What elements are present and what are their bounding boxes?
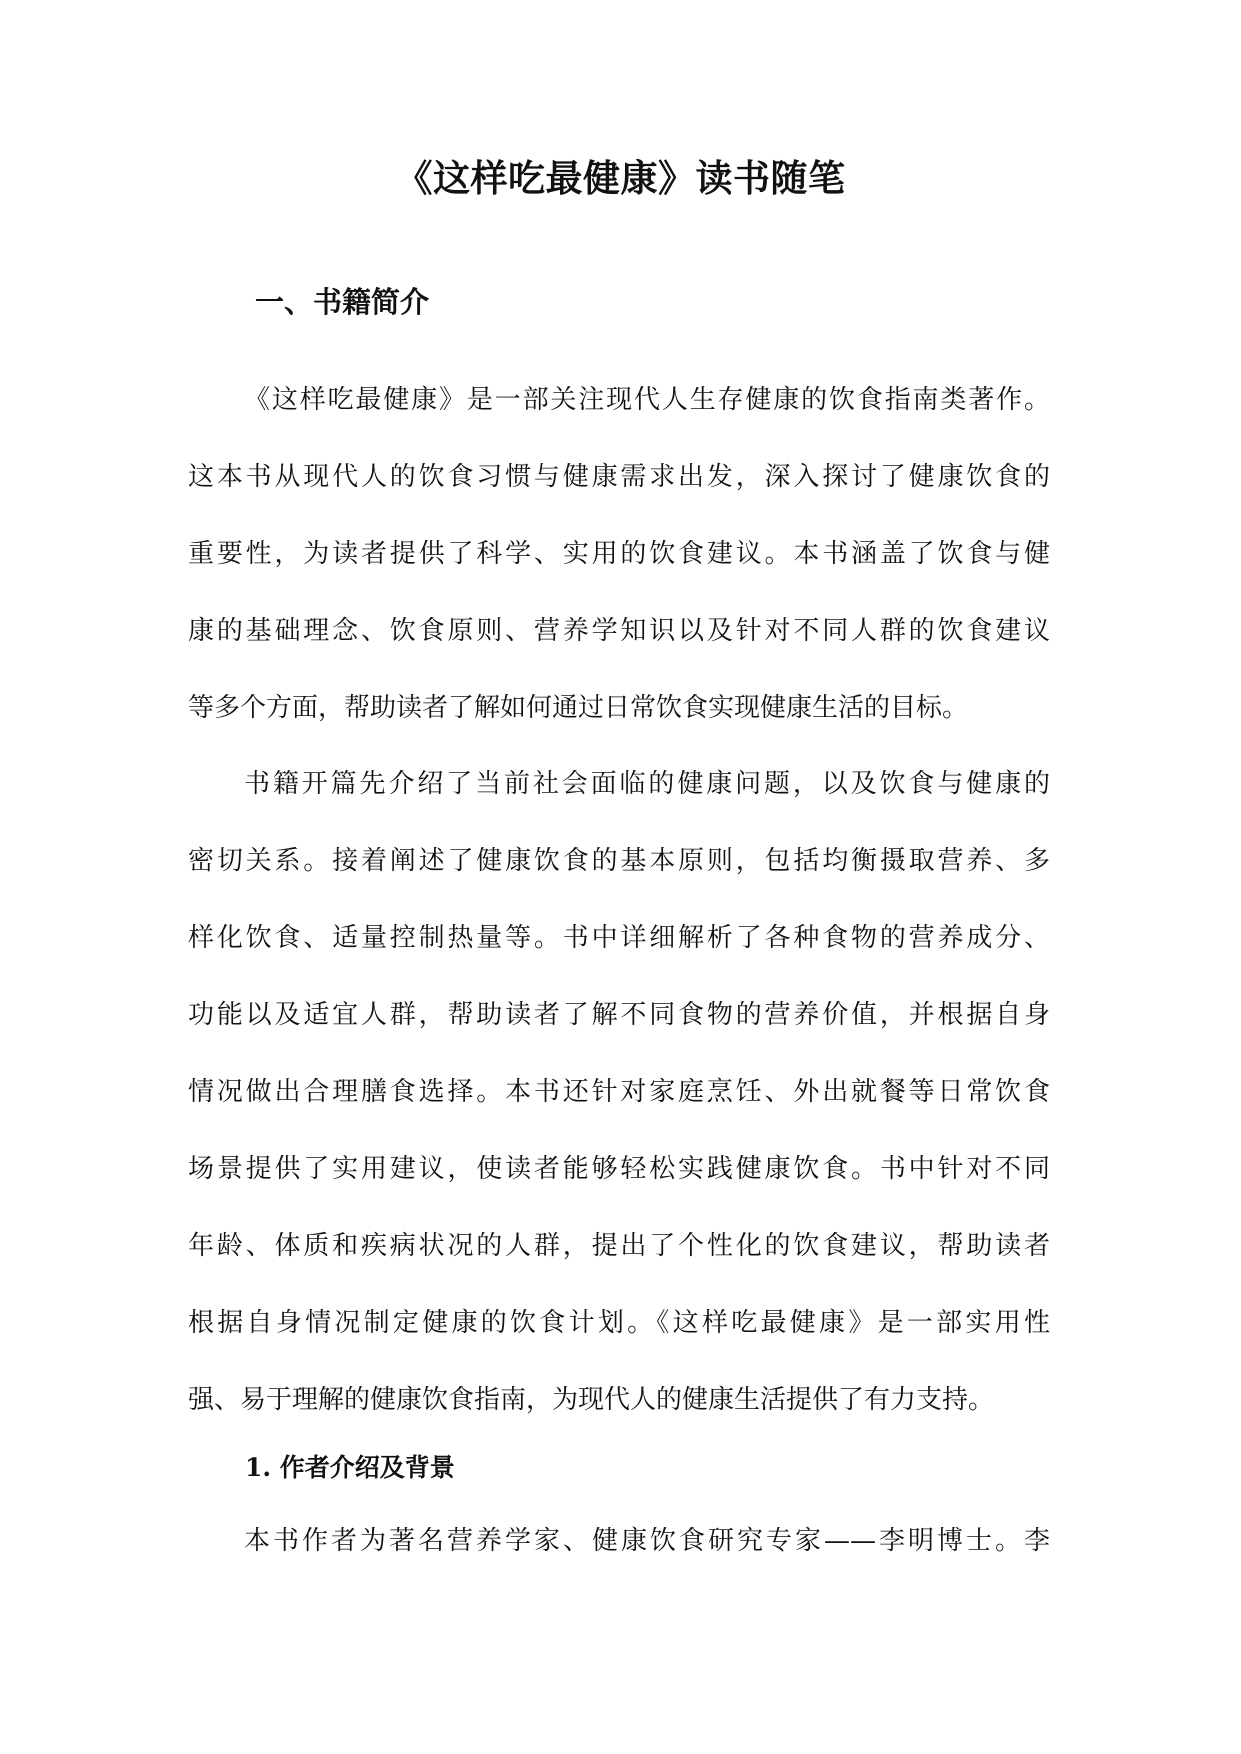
paragraph-line: 等多个方面，帮助读者了解如何通过日常饮食实现健康生活的目标。	[188, 693, 969, 723]
paragraph-line: 功能以及适宜人群，帮助读者了解不同食物的营养价值，并根据自身	[188, 1000, 1050, 1030]
paragraph-line: 《这样吃最健康》是一部关注现代人生存健康的饮食指南类著作。	[244, 385, 1050, 415]
paragraph-line: 密切关系。接着阐述了健康饮食的基本原则，包括均衡摄取营养、多	[188, 846, 1050, 876]
paragraph-line: 年龄、体质和疾病状况的人群，提出了个性化的饮食建议，帮助读者	[188, 1231, 1050, 1261]
paragraph-line: 强、易于理解的健康饮食指南，为现代人的健康生活提供了有力支持。	[188, 1385, 995, 1415]
paragraph-line: 本书作者为著名营养学家、健康饮食研究专家——李明博士。李	[244, 1526, 1050, 1556]
paragraph-book-intro-1	[188, 362, 1050, 747]
paragraph-line: 重要性，为读者提供了科学、实用的饮食建议。本书涵盖了饮食与健	[188, 539, 1050, 569]
paragraph-line: 康的基础理念、饮食原则、营养学知识以及针对不同人群的饮食建议	[188, 616, 1050, 646]
paragraph-book-intro-2	[188, 746, 1050, 1439]
paragraph-line: 书籍开篇先介绍了当前社会面临的健康问题，以及饮食与健康的	[244, 769, 1050, 799]
document-title: 《这样吃最健康》读书随笔	[395, 156, 846, 200]
paragraph-line: 根据自身情况制定健康的饮食计划。《这样吃最健康》是一部实用性	[188, 1308, 1050, 1338]
paragraph-line: 情况做出合理膳食选择。本书还针对家庭烹饪、外出就餐等日常饮食	[188, 1077, 1050, 1107]
section-heading-book-intro: 一、书籍简介	[255, 285, 430, 319]
paragraph-line: 这本书从现代人的饮食习惯与健康需求出发，深入探讨了健康饮食的	[188, 462, 1050, 492]
paragraph-line: 场景提供了实用建议，使读者能够轻松实践健康饮食。书中针对不同	[188, 1154, 1050, 1184]
subsection-heading-author: 1. 作者介绍及背景	[245, 1453, 455, 1482]
paragraph-author-1	[188, 1503, 1050, 1580]
paragraph-line: 样化饮食、适量控制热量等。书中详细解析了各种食物的营养成分、	[188, 923, 1050, 953]
